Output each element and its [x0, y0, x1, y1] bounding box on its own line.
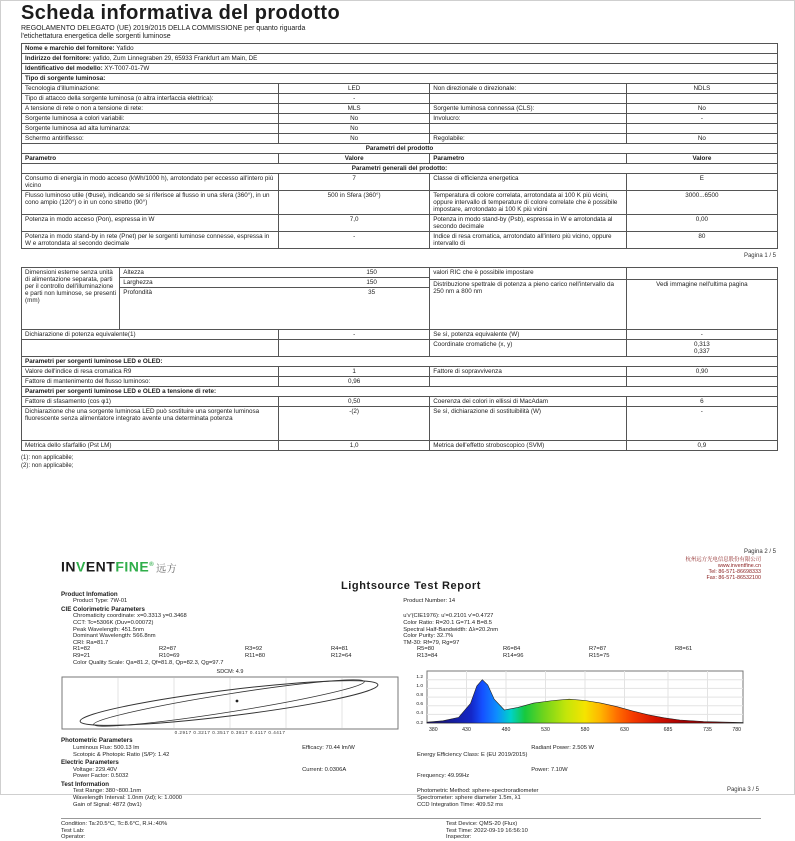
- photometric-value: Radiant Power: 2.505 W: [531, 744, 595, 751]
- param-label: Potenza in modo stand-by in rete (Pnet) per le sorgenti luminose connesse, espressa in W e arrotondata al secondo decimale: [22, 232, 279, 249]
- address-row: [22, 54, 778, 64]
- footnote-1: (1): non applicabile;: [21, 455, 74, 461]
- cri-value: R8=61: [675, 646, 693, 653]
- dim-value: 150: [366, 279, 377, 286]
- section-header: Test Information: [61, 780, 110, 788]
- type-header: Tipo di sorgente luminosa:: [22, 74, 778, 84]
- column-header: Valore: [626, 154, 777, 164]
- cri-values-row: [61, 646, 761, 653]
- model-row: [22, 64, 778, 74]
- photometric-value: Luminous Flux: 500.13 lm: [73, 744, 140, 751]
- param-value: 0,9: [627, 441, 778, 451]
- footnote-2: (2): non applicabile;: [21, 462, 74, 469]
- param-value: 0,00: [626, 215, 777, 232]
- param-label: Distribuzione spettrale di potenza a pieno carico nell'intervallo da 250 nm a 800 nm: [433, 281, 614, 295]
- section-header: Photometric Parameters: [61, 737, 133, 745]
- cri-value: R9=21: [73, 652, 91, 659]
- page-footer: Pagina 1 / 5: [743, 253, 776, 259]
- test-lab: Test Lab:: [61, 827, 85, 834]
- test-info: Spectrometer: sphere diameter 1.5m, λ1: [417, 795, 521, 802]
- param-value: -: [279, 330, 430, 340]
- x-tick: 430: [462, 727, 471, 734]
- param-label: Coordinate cromatiche (x, y): [430, 340, 627, 357]
- test-info: Test Range: 380~800.1nm: [73, 788, 142, 795]
- table-row: [22, 164, 778, 174]
- cie-row: [61, 640, 761, 647]
- empty-cell: [430, 377, 627, 387]
- param-label: Se sì, potenza equivalente (W): [430, 330, 627, 340]
- table-row: [22, 407, 778, 441]
- photometric-value: Energy Efficiency Class: E (EU 2019/2015): [417, 751, 528, 758]
- right-value-stack: [627, 268, 778, 330]
- contact-line: www.inventfine.cn: [717, 563, 761, 569]
- test-info-row: [61, 795, 761, 802]
- registered-mark-icon: ®: [149, 562, 155, 568]
- section-header: Parametri generali del prodotto:: [22, 164, 778, 174]
- cie-right: Color Purity: 32.7%: [403, 633, 454, 640]
- table-row: [22, 397, 778, 407]
- y-tick: 1.2: [416, 675, 423, 681]
- model-label: Identificativo del modello:: [25, 65, 103, 72]
- param-value: 6: [627, 397, 778, 407]
- table-row: [22, 134, 778, 144]
- param-label: Dimensioni esterne senza unità di alimentazione separata, parti per il controllo dell'illuminazione e parti non luminose, se presenti (mm): [22, 268, 120, 330]
- cri-value: R10=69: [159, 652, 180, 659]
- table-row: [22, 191, 778, 215]
- page-title: Scheda informativa del prodotto: [21, 2, 341, 24]
- empty-cell: [22, 340, 279, 357]
- table-row: [22, 114, 778, 124]
- param-label: Sorgente luminosa connessa (CLS):: [430, 104, 627, 114]
- cie-left: CCT: Tc=5306K (Duv=0.00072): [73, 619, 154, 626]
- divider: [61, 818, 761, 819]
- chromaticity-y: 0,337: [693, 348, 710, 355]
- table-row: [22, 74, 778, 84]
- cie-row: [61, 633, 761, 640]
- product-sheet-table: [21, 43, 778, 249]
- contact-line: Tel: 86-571-86698333: [708, 569, 761, 575]
- condition: Condition: Ta:20.5°C, Tc:8.6°C, R.H.:40%: [61, 821, 168, 828]
- param-value: [626, 94, 777, 104]
- param-label: Schermo antiriflesso:: [22, 134, 279, 144]
- dimension-row: [120, 268, 429, 278]
- photometric-row: [61, 752, 761, 759]
- inventfine-logo: [61, 557, 177, 578]
- footnotes: [21, 455, 778, 470]
- page-footer: Pagina 3 / 5: [726, 787, 759, 794]
- table-row: [22, 377, 778, 387]
- table-row: [22, 44, 778, 54]
- contact-block: [686, 557, 761, 581]
- param-value: No: [279, 134, 430, 144]
- cie-right: Spectral Half-Bandwidth: Δλ=20.2nm: [403, 626, 499, 633]
- cie-left: Chromaticity coordinate: x=0.3313 y=0.3468: [73, 613, 187, 620]
- photometric-value: Efficacy: 70.44 lm/W: [302, 744, 355, 751]
- column-header: Valore: [279, 154, 430, 164]
- test-device: Test Device: QMS-20 (Flux): [446, 821, 518, 828]
- param-value: No: [279, 114, 430, 124]
- x-tick: 380: [429, 727, 438, 734]
- test-info-row: [61, 788, 761, 795]
- logo-text: ENT: [85, 558, 116, 575]
- electric-row: [61, 773, 761, 780]
- x-tick: 685: [663, 727, 673, 734]
- product-number: Product Number: 14: [403, 598, 456, 605]
- dim-value: 35: [368, 289, 376, 296]
- electric-value: Frequency: 49.99Hz: [417, 773, 470, 780]
- test-info-row: [61, 802, 761, 809]
- cie-right: Color Ratio: R=20.1 G=71.4 B=8.5: [403, 619, 493, 626]
- table-row: [22, 340, 778, 357]
- section-header: Parametri del prodotto: [22, 144, 778, 154]
- cie-left: Dominant Wavelength: 566.8nm: [73, 633, 156, 640]
- page-3-test-report: [61, 557, 761, 841]
- cri-value: R5=80: [417, 646, 435, 653]
- param-label: Classe di efficienza energetica: [430, 174, 627, 191]
- page-footer: Pagina 2 / 5: [743, 549, 776, 555]
- param-label: Coerenza dei colori in ellissi di MacAdam: [430, 397, 627, 407]
- cri-value: R6=84: [503, 646, 521, 653]
- cie-row: [61, 613, 761, 620]
- param-label: valori RIC che è possibile impostare: [430, 268, 626, 280]
- report-header: [61, 557, 761, 581]
- electric-value: Power Factor: 0.5032: [73, 773, 129, 780]
- section-header: CIE Colorimetric Parameters: [61, 605, 145, 613]
- spd-y-axis: [405, 669, 425, 735]
- report-title: Lightsource Test Report: [340, 580, 482, 592]
- regulation-text: [21, 25, 778, 41]
- table-row: [22, 54, 778, 64]
- regulation-line-2: l'etichettatura energetica delle sorgenti luminose: [21, 33, 171, 40]
- param-label: Potenza in modo acceso (Pon), espressa in W: [22, 215, 279, 232]
- param-value: 500 in Sfera (360°): [279, 191, 430, 215]
- lab-row: [61, 828, 761, 835]
- param-label: Fattore di sfasamento (cos φ1): [22, 397, 279, 407]
- y-tick: 0.4: [416, 711, 423, 717]
- operator: Operator:: [61, 834, 86, 841]
- product-sheet-table-2: [21, 267, 778, 451]
- param-label: Valore dell'indice di resa cromatica R9: [22, 367, 279, 377]
- param-value: LED: [279, 84, 430, 94]
- param-label: Regolabile:: [430, 134, 627, 144]
- param-label: [430, 94, 627, 104]
- ellipse-chart: [61, 669, 399, 736]
- table-row: [22, 144, 778, 154]
- table-row: [22, 357, 778, 367]
- cri-value: R7=87: [589, 646, 607, 653]
- param-label: Tecnologia d'illuminazione:: [22, 84, 279, 94]
- dim-label: Altezza: [123, 269, 144, 276]
- chromaticity-x: 0,313: [693, 341, 710, 348]
- page-1-product-sheet: [21, 3, 778, 259]
- cie-row: [61, 627, 761, 634]
- table-row: [22, 124, 778, 134]
- param-label: Fattore di sopravvivenza: [430, 367, 627, 377]
- electric-value: Power: 7.10W: [531, 766, 568, 773]
- page-2-product-sheet: [21, 267, 778, 555]
- supplier-label: Nome e marchio del fornitore:: [25, 45, 115, 52]
- right-label-stack: [430, 268, 627, 330]
- section-header: Electric Parameters: [61, 759, 119, 767]
- cri-value: R11=80: [245, 652, 266, 659]
- param-label: Metrica dello sfarfallio (Pst LM): [22, 441, 279, 451]
- electric-value: Voltage: 229.40V: [73, 766, 118, 773]
- contact-line: Fax: 86-571-86532100: [706, 575, 761, 581]
- dimension-row: [120, 288, 429, 297]
- param-value: 3000...6500: [626, 191, 777, 215]
- table-row: [22, 174, 778, 191]
- param-value: 7,0: [279, 215, 430, 232]
- section-header: Parametri per sorgenti luminose LED e OLED a tensione di rete:: [22, 387, 778, 397]
- condition-row: [61, 821, 761, 828]
- product-info-row: [61, 598, 761, 605]
- param-value: [627, 340, 778, 357]
- table-row: [22, 387, 778, 397]
- cri-value: R15=75: [589, 652, 610, 659]
- table-row: [22, 367, 778, 377]
- param-label: Consumo di energia in modo acceso (kWh/1000 h), arrotondato per eccesso all'intero più vicino: [22, 174, 279, 191]
- test-info: Gain of Signal: 4872 (bw1): [73, 801, 142, 808]
- empty-cell: [627, 377, 778, 387]
- param-label: Temperatura di colore correlata, arrotondata ai 100 K più vicini, oppure intervallo di temperature di colore correlate che è possibile impostare, arrotondato ai 100 K più vicini: [430, 191, 627, 215]
- cie-row: [61, 620, 761, 627]
- table-row: [22, 268, 778, 330]
- x-tick: 780: [732, 727, 741, 734]
- param-label: Flusso luminoso utile (Φuse), indicando se si riferisce al flusso in una sfera (360°), in un cono ampio (120°) o in un cono stretto (90°): [22, 191, 279, 215]
- param-value: MLS: [279, 104, 430, 114]
- logo-text: FINE: [115, 558, 150, 575]
- param-label: Fattore di mantenimento del flusso luminoso:: [22, 377, 279, 387]
- cqs-line: Color Quality Scale: Qa=81.2, Qf=81.8, Qp=82.3, Qg=97.7: [73, 659, 224, 666]
- test-info: Wavelength Interval: 1.0nm (λd); k: 1.0000: [73, 795, 183, 802]
- table-row: [22, 64, 778, 74]
- test-time: Test Time: 2022-09-19 16:56:10: [446, 827, 528, 834]
- param-value: No: [626, 104, 777, 114]
- logo-text: IN: [61, 558, 76, 575]
- sdcm-annotation: SDCM: 4.9: [216, 669, 244, 676]
- photometric-row: [61, 745, 761, 752]
- dimensions-cell: [120, 268, 430, 330]
- cie-right: u'v'(CIE1976): u'=0.2101 v'=0.4727: [403, 613, 494, 620]
- table-row: [22, 441, 778, 451]
- param-label: A tensione di rete o non a tensione di rete:: [22, 104, 279, 114]
- param-label: Sorgente luminosa a colori variabili:: [22, 114, 279, 124]
- param-value: 1: [279, 367, 430, 377]
- ellipse-x-ticks: 0.2917 0.3217 0.3517 0.3817 0.4117 0.4417: [174, 729, 286, 735]
- cri-value: R12=64: [331, 652, 352, 659]
- test-point-marker: [236, 699, 239, 702]
- x-tick: 580: [580, 727, 590, 734]
- regulation-line-1: REGOLAMENTO DELEGATO (UE) 2019/2015 DELLA COMMISSIONE per quanto riguarda: [21, 25, 306, 32]
- cri-value: R2=87: [159, 646, 177, 653]
- dim-value: 150: [366, 269, 377, 276]
- param-value: -: [626, 114, 777, 124]
- model-value: XY-T007-01-7W: [104, 65, 150, 72]
- logo-chinese: 远方: [156, 563, 178, 575]
- param-value: 1,0: [279, 441, 430, 451]
- param-value: No: [626, 134, 777, 144]
- section-header: Parametri per sorgenti luminose LED e OLED:: [22, 357, 778, 367]
- param-value: No: [279, 124, 430, 134]
- table-row: [22, 330, 778, 340]
- supplier-row: [22, 44, 778, 54]
- cie-left: Peak Wavelength: 451.5nm: [73, 626, 145, 633]
- table-row: [22, 215, 778, 232]
- table-row: [22, 232, 778, 249]
- test-info: Photometric Method: sphere-spectroradiometer: [417, 788, 539, 795]
- color-tolerance-ellipse-plot: [61, 676, 399, 730]
- param-value: -: [627, 407, 778, 441]
- cie-right: TM-30: Rf=79, Rg=97: [403, 639, 460, 646]
- cri-value: R14=96: [503, 652, 524, 659]
- x-tick: 530: [541, 727, 550, 734]
- address-label: Indirizzo del fornitore:: [25, 55, 92, 62]
- param-label: Potenza in modo stand-by (Psb), espressa in W e arrotondata al secondo decimale: [430, 215, 627, 232]
- electric-row: [61, 767, 761, 774]
- supplier-value: Yafido: [116, 45, 134, 52]
- product-type: Product Type: 7W-01: [73, 598, 128, 605]
- dim-label: Profondità: [123, 289, 152, 296]
- x-tick: 735: [703, 727, 712, 734]
- param-label: Non direzionale o direzionale:: [430, 84, 627, 94]
- x-tick: 630: [620, 727, 629, 734]
- charts-row: [61, 669, 761, 736]
- param-label: [430, 124, 627, 134]
- param-value: 80: [626, 232, 777, 249]
- test-info: CCD Integration Time: 409.52 ms: [417, 801, 504, 808]
- param-value: Vedi immagine nell'ultima pagina: [656, 281, 748, 288]
- column-header: Parametro: [430, 154, 627, 164]
- table-row: [22, 94, 778, 104]
- electric-value: Current: 0.0306A: [302, 766, 347, 773]
- dimension-row: [120, 278, 429, 288]
- y-tick: 0.6: [416, 702, 423, 708]
- param-value: -: [627, 330, 778, 340]
- param-label: Involucro:: [430, 114, 627, 124]
- cri-value: [675, 653, 761, 660]
- dim-label: Larghezza: [123, 279, 153, 286]
- param-label: Indice di resa cromatica, arrotondato all'intero più vicino, oppure intervallo di: [430, 232, 627, 249]
- x-tick: 480: [501, 727, 511, 734]
- cri-value: R3=92: [245, 646, 263, 653]
- empty-cell: [627, 268, 777, 280]
- param-label: Sorgente luminosa ad alta luminanza:: [22, 124, 279, 134]
- inspector: Inspector:: [446, 834, 472, 841]
- cri-value: R13=84: [417, 652, 438, 659]
- address-value: yafido, Zum Linnegraben 29, 65933 Frankfurt am Main, DE: [92, 55, 258, 62]
- empty-cell: [279, 340, 430, 357]
- param-label: Se sì, dichiarazione di sostituibilità (W): [430, 407, 627, 441]
- param-label: Tipo di attacco della sorgente luminosa (o altra interfaccia elettrica):: [22, 94, 279, 104]
- param-value: 7: [279, 174, 430, 191]
- section-header: Product Infomation: [61, 590, 118, 598]
- y-tick: 0.8: [416, 693, 423, 699]
- table-row: [22, 104, 778, 114]
- table-row: [22, 84, 778, 94]
- param-value: -(2): [279, 407, 430, 441]
- param-value: -: [279, 232, 430, 249]
- param-value: -: [279, 94, 430, 104]
- cri-value: R1=82: [73, 646, 91, 653]
- param-value: [626, 124, 777, 134]
- cri-value: R4=81: [331, 646, 349, 653]
- cie-left: CRI: Ra=81.7: [73, 639, 109, 646]
- param-label: Metrica dell'effetto stroboscopico (SVM): [430, 441, 627, 451]
- cri-values-row: [61, 653, 761, 660]
- param-value: NDLS: [626, 84, 777, 94]
- y-tick: 0.2: [416, 720, 423, 726]
- operator-row: [61, 834, 761, 841]
- photometric-value: Scotopic & Photopic Ratio (S/P): 1.42: [73, 751, 170, 758]
- param-value: 0,90: [627, 367, 778, 377]
- spectral-power-distribution-plot: [425, 669, 745, 735]
- param-value: E: [626, 174, 777, 191]
- param-value: 0,50: [279, 397, 430, 407]
- param-value: 0,96: [279, 377, 430, 387]
- y-tick: 1.0: [416, 684, 423, 690]
- param-label: Dichiarazione di potenza equivalente(1): [22, 330, 279, 340]
- param-label: Dichiarazione che una sorgente luminosa LED può sostituire una sorgente luminosa fluorescente senza alimentatore integrato avente una determinata potenza: [22, 407, 279, 441]
- spacer: [120, 297, 429, 329]
- table-row: [22, 154, 778, 164]
- logo-check-icon: V: [76, 558, 86, 575]
- column-header: Parametro: [22, 154, 279, 164]
- contact-line: 杭州远方光电信息股份有限公司: [685, 557, 761, 563]
